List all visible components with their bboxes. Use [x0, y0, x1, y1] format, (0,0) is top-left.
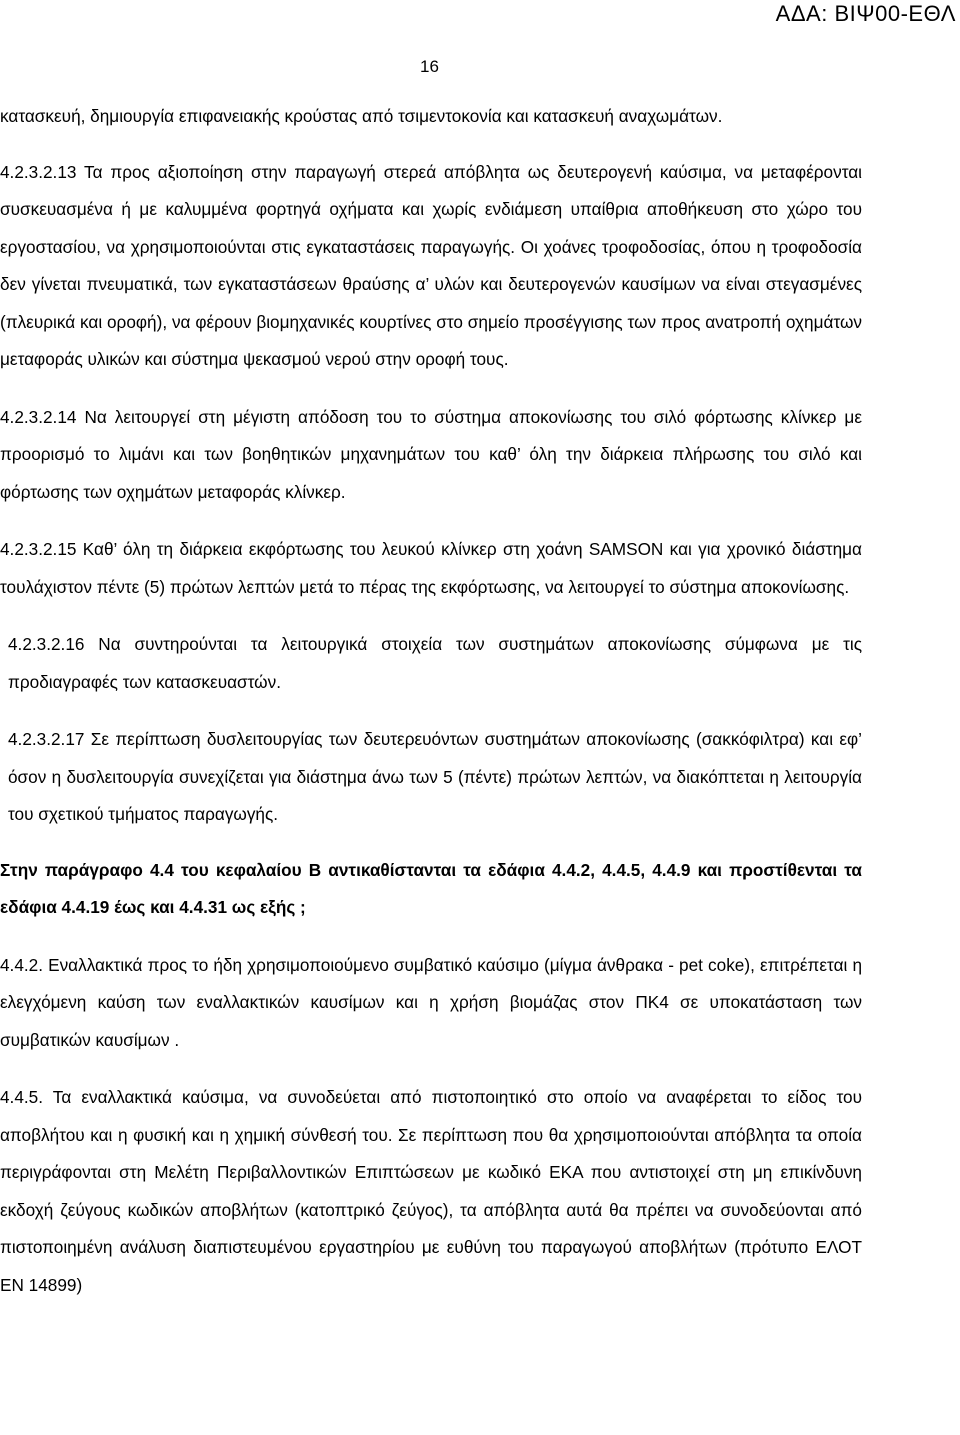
page-number: 16 [420, 57, 439, 76]
paragraph-amendment-heading: Στην παράγραφο 4.4 του κεφαλαίου Β αντικαθίστανται τα εδάφια 4.4.2, 4.4.5, 4.4.9 και προστίθενται τα εδάφια 4.4.19 έως και 4.4.31 ως εξής ; [0, 859, 862, 917]
document-body [0, 98, 862, 1304]
paragraph-4-2-3-2-16: 4.2.3.2.16 Να συντηρούνται τα λειτουργικά στοιχεία των συστημάτων αποκονίωσης σύμφωνα με τις προδιαγραφές των κατασκευαστών. [8, 634, 862, 692]
paragraph-4-4-5: 4.4.5. Τα εναλλακτικά καύσιμα, να συνοδεύεται από πιστοποιητικό στο οποίο να αναφέρεται το είδος του αποβλήτου και η φυσική και η χημική σύνθεσή του. Σε περίπτωση που θα χρησιμοποιούνται απόβλητα τα οποία περιγράφονται στη Μελέτη Περιβαλλοντικών Επιπτώσεων με κωδικό ΕΚΑ που αντιστοιχεί στη μη επικίνδυνη εκδοχή ζεύγους κωδικών αποβλήτων (κατοπτρικό ζεύγος), τα απόβλητα αυτά θα πρέπει να συνοδεύονται από πιστοποιημένη ανάλυση διαπιστευμένου εργαστηρίου με ευθύνη του παραγωγού αποβλήτων (πρότυπο ΕΛΟΤ ΕΝ 14899) [0, 1087, 862, 1295]
paragraph-4-2-3-2-13: 4.2.3.2.13 Τα προς αξιοποίηση στην παραγωγή στερεά απόβλητα ως δευτερογενή καύσιμα, να μεταφέρονται συσκευασμένα ή με καλυμμένα φορτηγά οχήματα και χωρίς ενδιάμεση υπαίθρια αποθήκευση στο χώρο του εργοστασίου, να χρησιμοποιούνται στις εγκαταστάσεις παραγωγής. Οι χοάνες τροφοδοσίας, όπου η τροφοδοσία δεν γίνεται πνευματικά, των εγκαταστάσεων θραύσης α’ υλών και δευτερογενών καυσίμων να είναι στεγασμένες (πλευρικά και οροφή), να φέρουν βιομηχανικές κουρτίνες στο σημείο προσέγγισης των προς ανατροπή οχημάτων μεταφοράς υλικών και σύστημα ψεκασμού νερού στην οροφή τους. [0, 161, 862, 369]
paragraph-4-2-3-2-15: 4.2.3.2.15 Καθ’ όλη τη διάρκεια εκφόρτωσης του λευκού κλίνκερ στη χοάνη SAMSON και για χρονικό διάστημα τουλάχιστον πέντε (5) πρώτων λεπτών μετά το πέρας της εκφόρτωσης, να λειτουργεί το σύστημα αποκονίωσης. [0, 539, 862, 597]
paragraph-4-4-2: 4.4.2. Εναλλακτικά προς το ήδη χρησιμοποιούμενο συμβατικό καύσιμο (μίγμα άνθρακα - pet coke), επιτρέπεται η ελεγχόμενη καύση των εναλλακτικών καυσίμων και η χρήση βιομάζας στον ΠΚ4 σε υποκατάσταση των συμβατικών καυσίμων . [0, 954, 862, 1050]
paragraph-construction: κατασκευή, δημιουργία επιφανειακής κρούστας από τσιμεντοκονία και κατασκευή αναχωμάτων. [0, 106, 723, 126]
ada-identifier: ΑΔΑ: ΒΙΨ00-ΕΘΛ [775, 1, 956, 26]
paragraph-4-2-3-2-17: 4.2.3.2.17 Σε περίπτωση δυσλειτουργίας των δευτερευόντων συστημάτων αποκονίωσης (σακκόφιλτρα) και εφ’ όσον η δυσλειτουργία συνεχίζεται για διάστημα άνω των 5 (πέντε) πρώτων λεπτών, να διακόπτεται η λειτουργία του σχετικού τμήματος παραγωγής. [8, 729, 862, 824]
paragraph-4-2-3-2-14: 4.2.3.2.14 Να λειτουργεί στη μέγιστη απόδοση του το σύστημα αποκονίωσης του σιλό φόρτωσης κλίνκερ με προορισμό το λιμάνι και των βοηθητικών μηχανημάτων του καθ’ όλη την διάρκεια πλήρωσης του σιλό και φόρτωσης των οχημάτων μεταφοράς κλίνκερ. [0, 406, 862, 502]
